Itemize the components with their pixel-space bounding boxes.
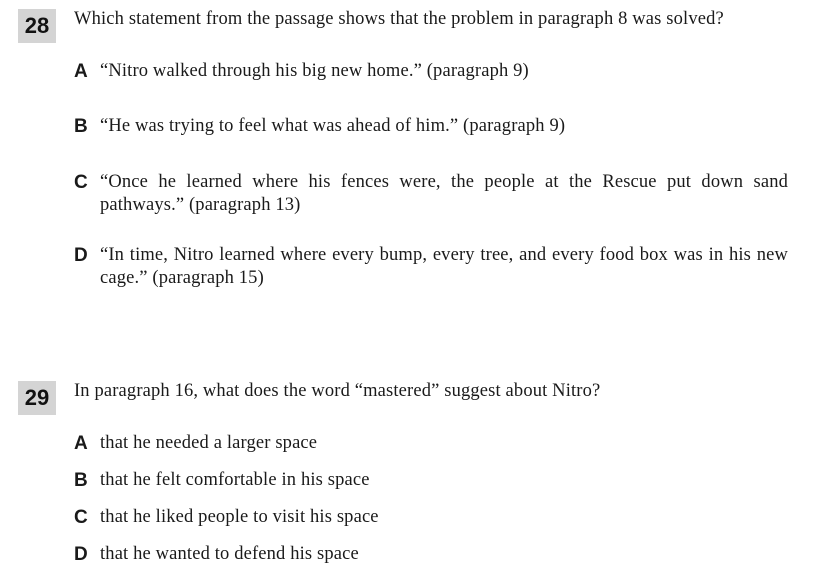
answer-choice-a[interactable]: [74, 60, 788, 83]
question-number-badge: 28: [18, 9, 56, 43]
choice-letter: D: [74, 245, 88, 266]
choice-text: that he felt comfortable in his space: [100, 470, 370, 490]
choice-text: that he liked people to visit his space: [100, 507, 379, 527]
choice-letter: A: [74, 433, 88, 454]
choice-letter: B: [74, 116, 88, 137]
answer-choice-d[interactable]: [74, 543, 788, 566]
answer-choice-c[interactable]: [74, 171, 788, 217]
answer-choice-a[interactable]: [74, 432, 788, 455]
question-number-badge: 29: [18, 381, 56, 415]
answer-choice-c[interactable]: [74, 506, 788, 529]
question-prompt: Which statement from the passage shows that the problem in paragraph 8 was solved?: [74, 9, 724, 29]
choice-text: “He was trying to feel what was ahead of him.” (paragraph 9): [100, 116, 566, 136]
choice-text: “Nitro walked through his big new home.” (paragraph 9): [100, 61, 529, 81]
choice-letter: C: [74, 172, 88, 193]
choice-letter: C: [74, 507, 88, 528]
choice-text: that he wanted to defend his space: [100, 544, 359, 564]
choice-text: “In time, Nitro learned where every bump, every tree, and every food box was in his new cage.” (paragraph 15): [100, 245, 788, 288]
choice-letter: B: [74, 470, 88, 491]
choice-text: “Once he learned where his fences were, the people at the Rescue put down sand pathways.” (paragraph 13): [100, 172, 788, 215]
answer-choice-b[interactable]: [74, 115, 788, 138]
answer-choice-b[interactable]: [74, 469, 788, 492]
choice-letter: D: [74, 544, 88, 565]
answer-choice-d[interactable]: [74, 244, 788, 290]
question-prompt: In paragraph 16, what does the word “mastered” suggest about Nitro?: [74, 381, 601, 401]
choice-text: that he needed a larger space: [100, 433, 318, 453]
choice-letter: A: [74, 61, 88, 82]
